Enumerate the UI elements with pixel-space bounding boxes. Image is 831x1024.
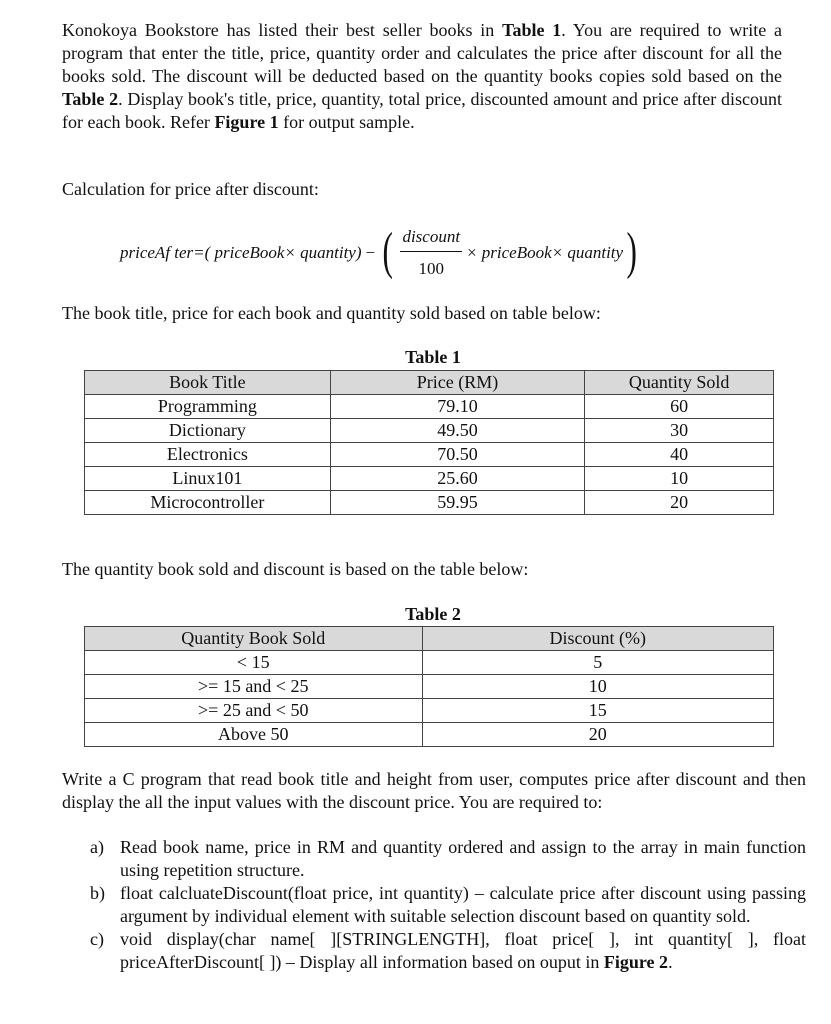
book-table bbox=[84, 370, 774, 515]
book-quantity-cell: 20 bbox=[585, 491, 774, 515]
quantity-range-cell: >= 15 and < 25 bbox=[85, 675, 423, 699]
quantity-range-cell: < 15 bbox=[85, 651, 423, 675]
book-title-cell: Electronics bbox=[85, 443, 331, 467]
intro-bold-table1: Table 1 bbox=[502, 20, 562, 40]
list-item bbox=[84, 836, 806, 882]
book-title-cell: Programming bbox=[85, 395, 331, 419]
quantity-range-cell: >= 25 and < 50 bbox=[85, 699, 423, 723]
book-price-cell: 79.10 bbox=[330, 395, 585, 419]
table2-caption: Table 2 bbox=[405, 604, 461, 624]
discount-cell: 20 bbox=[422, 723, 774, 747]
discount-cell: 15 bbox=[422, 699, 774, 723]
book-quantity-cell: 60 bbox=[585, 395, 774, 419]
discount-table bbox=[84, 626, 774, 747]
task-text: Read book name, price in RM and quantity ordered and assign to the array in main function using repetition structure. bbox=[120, 837, 806, 880]
book-price-cell: 70.50 bbox=[330, 443, 585, 467]
formula-close-paren: ) bbox=[626, 223, 637, 280]
book-price-cell: 59.95 bbox=[330, 491, 585, 515]
book-title-cell: Dictionary bbox=[85, 419, 331, 443]
table-row bbox=[85, 443, 774, 467]
intro-text-4: for output sample. bbox=[278, 112, 415, 132]
table-row bbox=[85, 723, 774, 747]
list-item bbox=[84, 928, 806, 974]
book-price-cell: 49.50 bbox=[330, 419, 585, 443]
calc-heading: Calculation for price after discount: bbox=[62, 179, 319, 199]
table1-header-quantity: Quantity Sold bbox=[585, 371, 774, 395]
book-quantity-cell: 40 bbox=[585, 443, 774, 467]
program-intro: Write a C program that read book title and height from user, computes price after discount and then display the all the input values with the discount price. You are required to: bbox=[62, 769, 806, 812]
intro-text-2: . You are required to write a program that enter the title, price, quantity order and calculates the price after discount for all the books sold. The discount will be deducted based on the quantity books copies sold based on the bbox=[62, 20, 782, 86]
table2-header-quantity: Quantity Book Sold bbox=[85, 627, 423, 651]
discount-cell: 5 bbox=[422, 651, 774, 675]
table2-header-row bbox=[85, 627, 774, 651]
table1-header-price: Price (RM) bbox=[330, 371, 585, 395]
book-title-cell: Linux101 bbox=[85, 467, 331, 491]
task-text: float calcluateDiscount(float price, int quantity) – calculate price after discount using passing argument by individual element with suitable selection discount based on quantity sold. bbox=[120, 883, 806, 926]
book-quantity-cell: 10 bbox=[585, 467, 774, 491]
task-marker: b) bbox=[90, 883, 105, 903]
intro-paragraph bbox=[62, 19, 782, 134]
list-item bbox=[84, 882, 806, 928]
task-marker: c) bbox=[90, 929, 104, 949]
formula-fraction bbox=[400, 225, 462, 280]
table2-intro: The quantity book sold and discount is based on the table below: bbox=[62, 559, 529, 579]
table1-header-title: Book Title bbox=[85, 371, 331, 395]
table2-header-discount: Discount (%) bbox=[422, 627, 774, 651]
table-row bbox=[85, 651, 774, 675]
intro-bold-table2: Table 2 bbox=[62, 89, 119, 109]
table1-intro: The book title, price for each book and quantity sold based on table below: bbox=[62, 303, 601, 323]
task-marker: a) bbox=[90, 837, 104, 857]
task-bold-figure2: Figure 2 bbox=[603, 952, 669, 972]
table-row bbox=[85, 395, 774, 419]
formula-open-paren: ( bbox=[382, 223, 393, 280]
book-quantity-cell: 30 bbox=[585, 419, 774, 443]
table-row bbox=[85, 699, 774, 723]
task-list bbox=[84, 836, 806, 974]
formula-rhs: × priceBook× quantity bbox=[466, 242, 624, 262]
table-row bbox=[85, 419, 774, 443]
book-price-cell: 25.60 bbox=[330, 467, 585, 491]
intro-text-1: Konokoya Bookstore has listed their best seller books in bbox=[62, 20, 503, 40]
discount-cell: 10 bbox=[422, 675, 774, 699]
task-text: void display(char name[ ][STRINGLENGTH], float price[ ], int quantity[ ], float priceAfterDiscount[ ]) – Display all information based on ouput in bbox=[120, 929, 806, 972]
formula-minus: − bbox=[365, 242, 376, 262]
table1-header-row bbox=[85, 371, 774, 395]
table1-caption: Table 1 bbox=[405, 347, 461, 367]
table-row bbox=[85, 491, 774, 515]
formula-lhs: priceAf ter=( priceBook× quantity) bbox=[120, 242, 362, 262]
book-title-cell: Microcontroller bbox=[85, 491, 331, 515]
task-tail: . bbox=[668, 952, 673, 972]
quantity-range-cell: Above 50 bbox=[85, 723, 423, 747]
intro-bold-figure1: Figure 1 bbox=[214, 112, 279, 132]
table-row bbox=[85, 467, 774, 491]
formula-denominator: 100 bbox=[418, 258, 444, 278]
formula-numerator: discount bbox=[400, 225, 462, 252]
intro-text-3: . Display book's title, price, quantity, total price, discounted amount and price after discount for each book. Refer bbox=[62, 89, 782, 132]
table-row bbox=[85, 675, 774, 699]
discount-formula bbox=[120, 222, 640, 282]
